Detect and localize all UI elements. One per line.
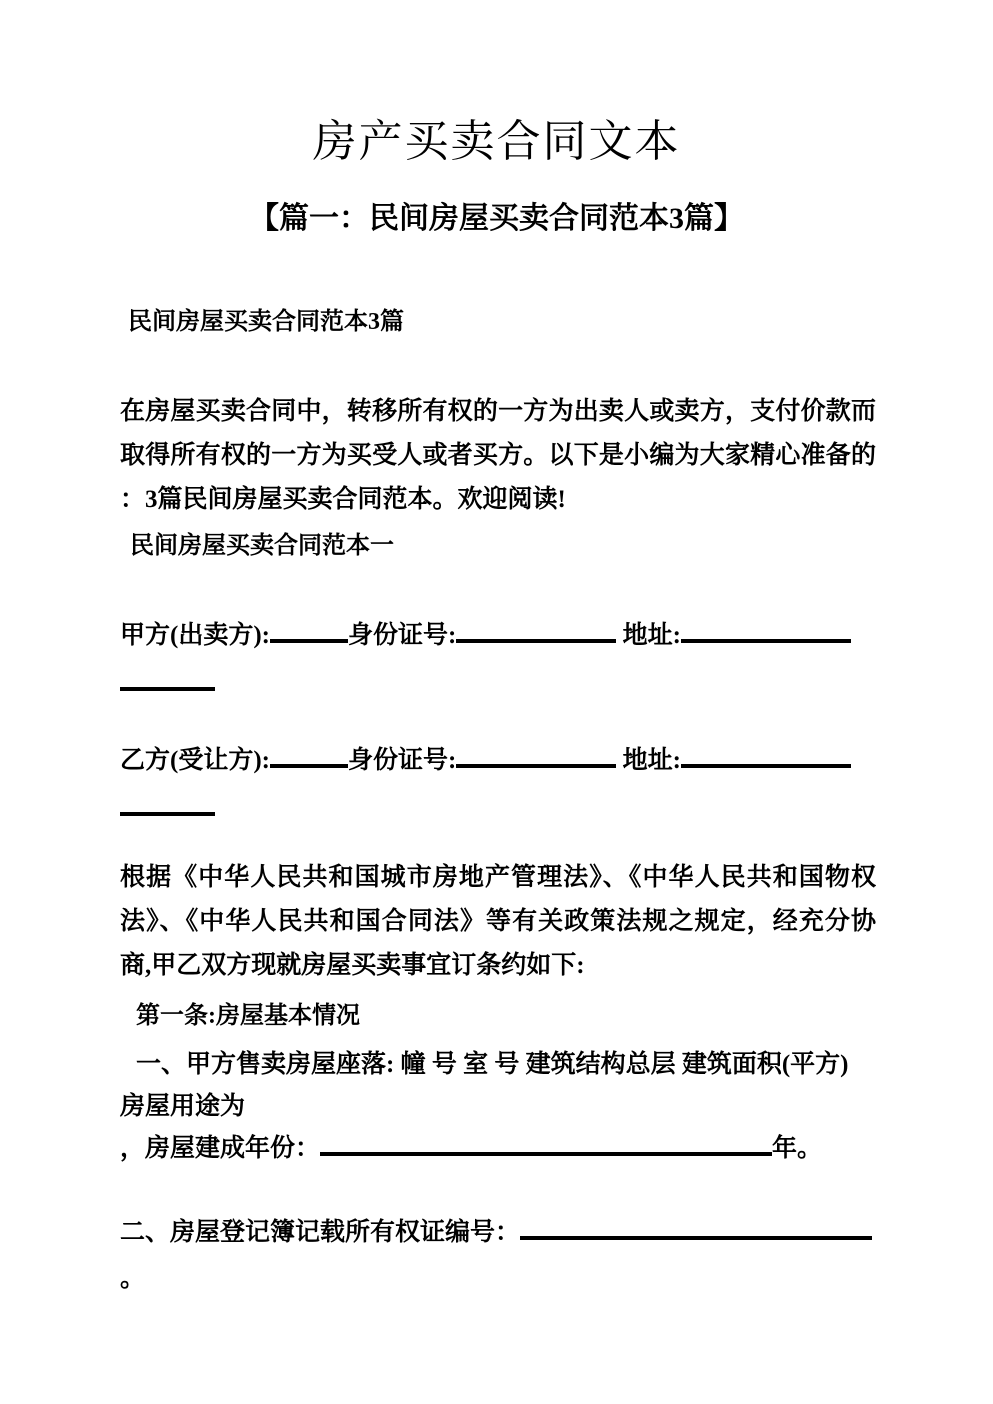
party-a-continuation-blank[interactable]: [120, 667, 215, 691]
intro-line: 取得所有权的一方为买受人或者买方。以下是小编为大家精心准备的: [120, 442, 876, 469]
sample-one-heading: 民间房屋买卖合同范本一: [130, 533, 394, 559]
clause-one-line1: 一、甲方售卖房屋座落: 幢 号 室 号 建筑结构总层 建筑面积(平方): [136, 1051, 849, 1078]
clause-one-line2: 房屋用途为: [120, 1093, 246, 1120]
party-a-name-blank[interactable]: [270, 619, 348, 643]
build-year-label: ，房屋建成年份：: [120, 1135, 321, 1162]
party-b-id-label: 身份证号:: [347, 747, 457, 774]
party-b-address-label: 地址:: [622, 747, 681, 774]
party-b-block: [120, 737, 876, 833]
cert-number-blank[interactable]: [520, 1216, 872, 1240]
party-b-name-label: 乙方(受让方):: [120, 747, 270, 774]
party-a-id-blank[interactable]: [456, 619, 616, 643]
subtitle-text: 【篇一：民间房屋买卖合同范本: [249, 202, 669, 235]
intro-paragraph: [120, 390, 876, 522]
document-subtitle: [0, 198, 993, 240]
party-a-address-blank[interactable]: [681, 619, 851, 643]
party-a-id-label: 身份证号:: [347, 622, 457, 649]
cert-number-label: 二、房屋登记簿记载所有权证编号：: [120, 1219, 521, 1246]
party-a-row: [120, 612, 876, 660]
build-year-blank[interactable]: [320, 1132, 772, 1156]
intro-line: ：3篇民间房屋买卖合同范本。欢迎阅读!: [120, 486, 566, 513]
party-b-address-blank[interactable]: [681, 744, 851, 768]
clause-two-trailing-period: 。: [120, 1265, 146, 1292]
party-b-continuation-blank[interactable]: [120, 792, 215, 816]
intro-line: 在房屋买卖合同中，转移所有权的一方为出卖人或卖方，支付价款而: [120, 398, 876, 425]
legal-line: 法》、《中华人民共和国合同法》等有关政策法规之规定，经充分协: [120, 908, 876, 935]
clause-one-line3: [120, 1128, 876, 1170]
section-heading: 民间房屋买卖合同范本3篇: [128, 309, 404, 335]
party-a-name-label: 甲方(出卖方):: [120, 622, 270, 649]
party-b-row: [120, 737, 876, 785]
build-year-suffix: 年。: [772, 1135, 823, 1162]
clause-one-block: [120, 1044, 876, 1170]
legal-line: 根据《中华人民共和国城市房地产管理法》、《中华人民共和国物权: [120, 864, 876, 891]
document-title: 房产买卖合同文本: [312, 117, 681, 166]
clause-two-block: [120, 1210, 876, 1302]
party-b-id-blank[interactable]: [456, 744, 616, 768]
party-b-continuation-row: [120, 785, 876, 833]
clause-two-row: [120, 1210, 876, 1256]
party-a-block: [120, 612, 876, 708]
subtitle-text-suffix: 篇】: [684, 202, 744, 235]
article-one-heading: 第一条:房屋基本情况: [136, 1003, 360, 1029]
legal-paragraph: [120, 856, 876, 988]
party-a-continuation-row: [120, 660, 876, 708]
party-a-address-label: 地址:: [622, 622, 681, 649]
legal-line: 商,甲乙双方现就房屋买卖事宜订条约如下:: [120, 952, 585, 979]
party-b-name-blank[interactable]: [270, 744, 348, 768]
subtitle-number: 3: [669, 202, 684, 235]
